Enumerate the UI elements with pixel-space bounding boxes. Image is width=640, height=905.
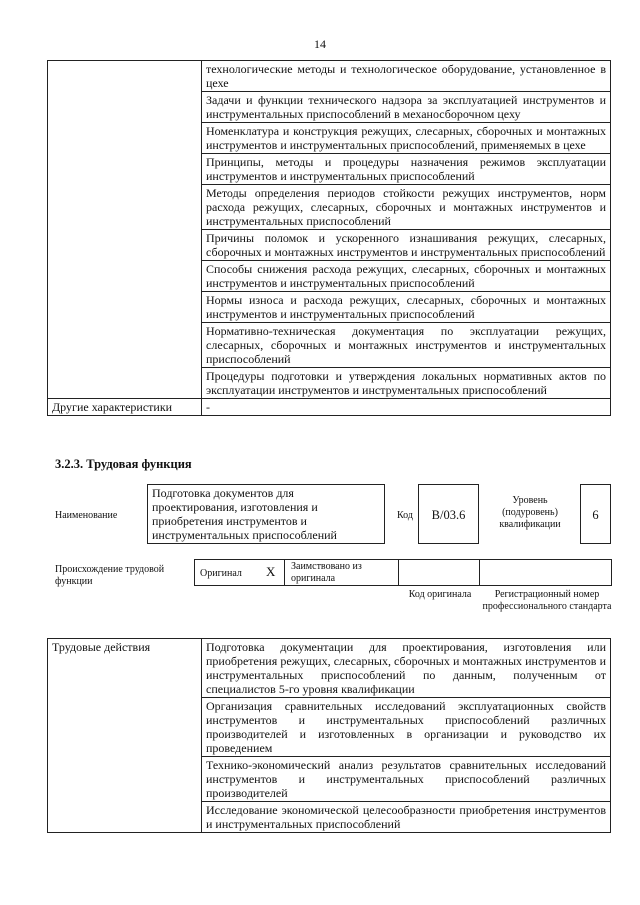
labor-action-row: Исследование экономической целесообразности приобретения инструментов и инструментальных приспособлений (202, 802, 611, 833)
original-mark: X (266, 564, 276, 579)
code-value: В/03.6 (431, 508, 466, 522)
knowledge-row: Процедуры подготовки и утверждения локальных нормативных актов по эксплуатации инструментов и инструментальных приспособлений (202, 368, 611, 399)
page-number: 14 (314, 37, 326, 51)
origin-code-label: Код оригинала (408, 589, 472, 600)
origin-label: Происхождение трудовой функции (55, 564, 165, 587)
labor-action-row: Подготовка документации для проектирования, изготовления или приобретения режущих, слесарных, сборочных и монтажных инструментов и инструментальных приспособлений по данным, полученным от специалистов 5-го уровня квалификации (202, 639, 611, 698)
other-characteristics-value: - (202, 399, 611, 416)
empty-label-cell (48, 61, 202, 399)
knowledge-row: Принципы, методы и процедуры назначения режимов эксплуатации инструментов и инструментальных приспособлений (202, 154, 611, 185)
knowledge-row: Способы снижения расхода режущих, слесарных, сборочных и монтажных инструментов и инструментальных приспособлений (202, 261, 611, 292)
labor-action-row: Организация сравнительных исследований эксплуатационных свойств инструментов и инструментальных приспособлений различных производителей и изготовленных в организации и руководство их проведением (202, 698, 611, 757)
code-label: Код (397, 510, 413, 521)
other-characteristics-label: Другие характеристики (48, 399, 202, 416)
function-name-value: Подготовка документов для проектирования, изготовления и приобретения инструментов и инструментальных приспособлений (152, 486, 337, 542)
level-value: 6 (592, 508, 599, 522)
knowledge-row: технологические методы и технологическое оборудование, установленное в цехе (202, 61, 611, 92)
original-label: Оригинал (200, 568, 242, 579)
code-box (418, 484, 479, 544)
labor-action-row: Технико-экономический анализ результатов сравнительных исследований инструментов и инструментальных приспособлений различных производителей (202, 757, 611, 802)
level-box (580, 484, 611, 544)
section-heading: 3.2.3. Трудовая функция (55, 457, 192, 471)
borrowed-label: Заимствовано из оригинала (291, 561, 362, 584)
knowledge-row: Номенклатура и конструкция режущих, слесарных, сборочных и монтажных инструментов и инструментальных приспособлений, применяемых в цехе (202, 123, 611, 154)
knowledge-row: Задачи и функции технического надзора за эксплуатацией инструментов и инструментальных приспособлений в механосборочном цеху (202, 92, 611, 123)
origin-divider (479, 559, 480, 586)
labor-actions-label: Трудовые действия (48, 639, 202, 833)
origin-box (194, 559, 612, 586)
reg-number-label: Регистрационный номер профессионального стандарта (482, 589, 612, 612)
name-label: Наименование (55, 510, 118, 521)
knowledge-row: Причины поломок и ускоренного изнашивания режущих, слесарных, сборочных и монтажных инструментов и инструментальных приспособлений (202, 230, 611, 261)
knowledge-row: Нормы износа и расхода режущих, слесарных, сборочных и монтажных инструментов и инструментальных приспособлений (202, 292, 611, 323)
level-label: Уровень (подуровень) квалификации (499, 495, 561, 530)
knowledge-row: Методы определения периодов стойкости режущих инструментов, норм расхода режущих, слесарных, сборочных и монтажных инструментов и инструментальных приспособлений (202, 185, 611, 230)
origin-divider (284, 559, 285, 586)
labor-actions-table (47, 638, 611, 833)
knowledge-table (47, 60, 611, 416)
origin-divider (398, 559, 399, 586)
knowledge-row: Нормативно-техническая документация по эксплуатации режущих, слесарных, сборочных и монтажных инструментов и инструментальных приспособлений (202, 323, 611, 368)
function-name-box (147, 484, 385, 544)
